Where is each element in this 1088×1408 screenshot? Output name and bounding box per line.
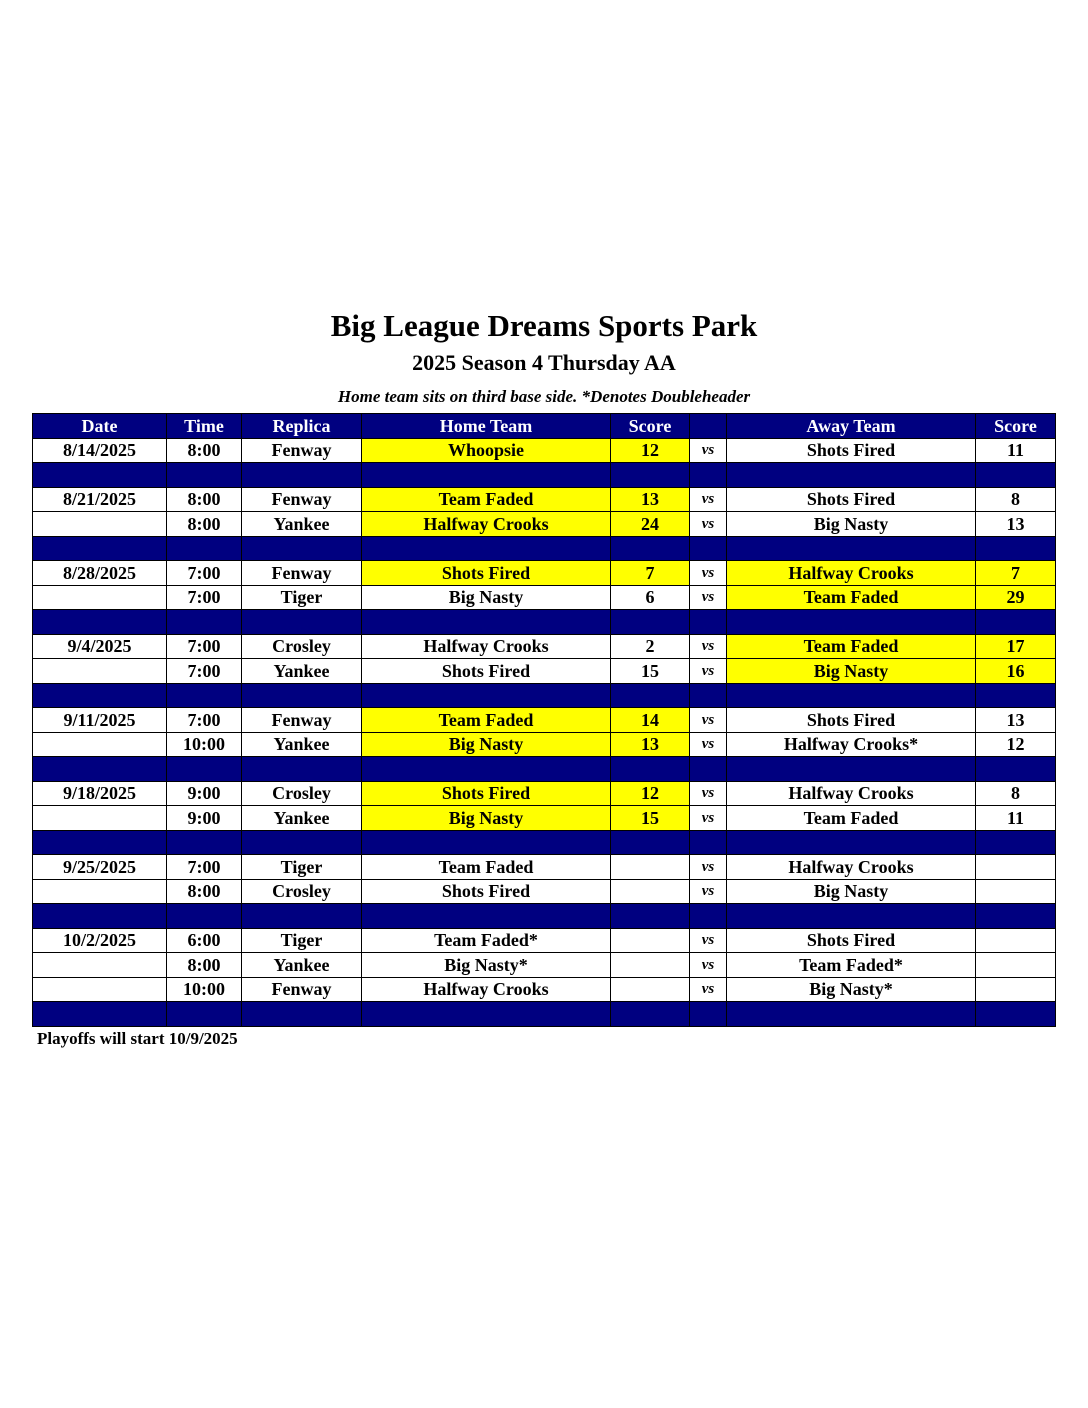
game-row (33, 977, 1056, 1002)
game-row (33, 708, 1056, 733)
vs-cell: vs (690, 977, 727, 1002)
away-score-cell: 13 (976, 708, 1056, 733)
spacer-row (33, 683, 1056, 708)
spacer-cell (242, 463, 362, 488)
away-score-cell (976, 879, 1056, 904)
col-header-time: Time (167, 414, 242, 439)
spacer-cell (727, 1002, 976, 1027)
spacer-row (33, 536, 1056, 561)
spacer-cell (33, 830, 167, 855)
game-row (33, 781, 1056, 806)
spacer-cell (976, 904, 1056, 929)
spacer-cell (362, 830, 611, 855)
spacer-cell (33, 683, 167, 708)
time-cell: 6:00 (167, 928, 242, 953)
replica-cell: Fenway (242, 977, 362, 1002)
spacer-cell (167, 904, 242, 929)
vs-cell: vs (690, 806, 727, 831)
col-header-replica: Replica (242, 414, 362, 439)
away-score-cell: 11 (976, 438, 1056, 463)
away-team-cell: Shots Fired (727, 487, 976, 512)
away-score-cell (976, 953, 1056, 978)
replica-cell: Yankee (242, 732, 362, 757)
time-cell: 8:00 (167, 953, 242, 978)
spacer-cell (362, 463, 611, 488)
spacer-cell (167, 1002, 242, 1027)
vs-cell: vs (690, 512, 727, 537)
home-score-cell: 12 (611, 438, 690, 463)
date-cell (33, 953, 167, 978)
home-team-cell: Big Nasty* (362, 953, 611, 978)
spacer-cell (167, 757, 242, 782)
date-cell (33, 585, 167, 610)
col-header-away-score: Score (976, 414, 1056, 439)
spacer-cell (727, 683, 976, 708)
spacer-cell (362, 1002, 611, 1027)
spacer-cell (727, 536, 976, 561)
date-cell: 8/28/2025 (33, 561, 167, 586)
game-row (33, 855, 1056, 880)
replica-cell: Tiger (242, 928, 362, 953)
replica-cell: Crosley (242, 781, 362, 806)
away-score-cell: 7 (976, 561, 1056, 586)
home-score-cell: 13 (611, 487, 690, 512)
spacer-cell (167, 463, 242, 488)
vs-cell: vs (690, 585, 727, 610)
game-row (33, 953, 1056, 978)
away-score-cell: 16 (976, 659, 1056, 684)
away-team-cell: Team Faded (727, 806, 976, 831)
date-cell (33, 732, 167, 757)
spacer-cell (976, 1002, 1056, 1027)
replica-cell: Crosley (242, 879, 362, 904)
away-team-cell: Shots Fired (727, 438, 976, 463)
game-row (33, 732, 1056, 757)
game-row (33, 487, 1056, 512)
page-subtitle: 2025 Season 4 Thursday AA (412, 350, 676, 375)
spacer-cell (33, 463, 167, 488)
spacer-cell (242, 683, 362, 708)
home-team-cell: Shots Fired (362, 879, 611, 904)
spacer-cell (690, 830, 727, 855)
away-score-cell: 11 (976, 806, 1056, 831)
replica-cell: Yankee (242, 512, 362, 537)
home-score-cell: 7 (611, 561, 690, 586)
spacer-cell (690, 1002, 727, 1027)
spacer-row (33, 830, 1056, 855)
spacer-cell (242, 610, 362, 635)
away-team-cell: Big Nasty (727, 879, 976, 904)
away-team-cell: Halfway Crooks (727, 561, 976, 586)
away-team-cell: Team Faded (727, 634, 976, 659)
page-title: Big League Dreams Sports Park (330, 308, 758, 343)
replica-cell: Fenway (242, 708, 362, 733)
vs-cell: vs (690, 781, 727, 806)
game-row (33, 879, 1056, 904)
spacer-cell (167, 536, 242, 561)
date-cell: 8/21/2025 (33, 487, 167, 512)
away-team-cell: Halfway Crooks* (727, 732, 976, 757)
away-score-cell: 8 (976, 781, 1056, 806)
spacer-cell (690, 463, 727, 488)
date-cell (33, 879, 167, 904)
vs-cell: vs (690, 561, 727, 586)
spacer-cell (690, 536, 727, 561)
away-team-cell: Halfway Crooks (727, 781, 976, 806)
vs-cell: vs (690, 487, 727, 512)
away-team-cell: Team Faded* (727, 953, 976, 978)
date-cell: 9/25/2025 (33, 855, 167, 880)
col-header-date: Date (33, 414, 167, 439)
spacer-cell (690, 683, 727, 708)
spacer-cell (611, 463, 690, 488)
vs-cell: vs (690, 879, 727, 904)
home-team-cell: Team Faded* (362, 928, 611, 953)
col-header-vs (690, 414, 727, 439)
spacer-cell (611, 757, 690, 782)
date-cell (33, 659, 167, 684)
away-team-cell: Big Nasty (727, 659, 976, 684)
away-score-cell (976, 855, 1056, 880)
date-cell: 10/2/2025 (33, 928, 167, 953)
game-row (33, 928, 1056, 953)
away-score-cell: 8 (976, 487, 1056, 512)
spacer-cell (611, 904, 690, 929)
date-cell (33, 512, 167, 537)
date-cell (33, 806, 167, 831)
time-cell: 7:00 (167, 659, 242, 684)
vs-cell: vs (690, 659, 727, 684)
home-score-cell: 15 (611, 659, 690, 684)
spacer-cell (611, 536, 690, 561)
time-cell: 7:00 (167, 634, 242, 659)
spacer-cell (362, 757, 611, 782)
home-score-cell (611, 977, 690, 1002)
col-header-away-team: Away Team (727, 414, 976, 439)
game-row (33, 512, 1056, 537)
home-score-cell: 13 (611, 732, 690, 757)
away-score-cell: 12 (976, 732, 1056, 757)
replica-cell: Tiger (242, 855, 362, 880)
spacer-row (33, 463, 1056, 488)
date-cell: 8/14/2025 (33, 438, 167, 463)
spacer-row (33, 757, 1056, 782)
away-score-cell (976, 977, 1056, 1002)
home-score-cell (611, 879, 690, 904)
vs-cell: vs (690, 732, 727, 757)
home-score-cell: 14 (611, 708, 690, 733)
game-row (33, 585, 1056, 610)
date-cell: 9/11/2025 (33, 708, 167, 733)
home-team-cell: Halfway Crooks (362, 512, 611, 537)
playoffs-note: Playoffs will start 10/9/2025 (37, 1029, 238, 1048)
away-team-cell: Shots Fired (727, 708, 976, 733)
home-score-cell: 2 (611, 634, 690, 659)
spacer-cell (242, 1002, 362, 1027)
away-score-cell: 29 (976, 585, 1056, 610)
vs-cell: vs (690, 438, 727, 463)
game-row (33, 659, 1056, 684)
game-row (33, 634, 1056, 659)
home-team-cell: Team Faded (362, 855, 611, 880)
replica-cell: Fenway (242, 438, 362, 463)
away-team-cell: Shots Fired (727, 928, 976, 953)
spacer-cell (33, 904, 167, 929)
spacer-cell (690, 610, 727, 635)
spacer-cell (33, 536, 167, 561)
away-team-cell: Big Nasty* (727, 977, 976, 1002)
home-team-cell: Shots Fired (362, 781, 611, 806)
replica-cell: Fenway (242, 561, 362, 586)
home-team-cell: Big Nasty (362, 732, 611, 757)
spacer-cell (727, 463, 976, 488)
spacer-cell (33, 757, 167, 782)
spacer-cell (976, 830, 1056, 855)
spacer-row (33, 904, 1056, 929)
vs-cell: vs (690, 855, 727, 880)
time-cell: 7:00 (167, 708, 242, 733)
home-score-cell: 15 (611, 806, 690, 831)
home-team-cell: Big Nasty (362, 806, 611, 831)
time-cell: 10:00 (167, 977, 242, 1002)
spacer-cell (242, 904, 362, 929)
spacer-cell (362, 536, 611, 561)
spacer-cell (611, 610, 690, 635)
time-cell: 9:00 (167, 806, 242, 831)
vs-cell: vs (690, 928, 727, 953)
replica-cell: Yankee (242, 659, 362, 684)
col-header-home-team: Home Team (362, 414, 611, 439)
spacer-cell (167, 830, 242, 855)
date-cell (33, 977, 167, 1002)
away-team-cell: Halfway Crooks (727, 855, 976, 880)
home-score-cell: 6 (611, 585, 690, 610)
home-team-cell: Shots Fired (362, 561, 611, 586)
away-score-cell: 13 (976, 512, 1056, 537)
spacer-cell (727, 830, 976, 855)
home-team-cell: Big Nasty (362, 585, 611, 610)
time-cell: 7:00 (167, 855, 242, 880)
spacer-row (33, 610, 1056, 635)
spacer-cell (242, 830, 362, 855)
home-team-cell: Halfway Crooks (362, 634, 611, 659)
home-score-cell: 24 (611, 512, 690, 537)
date-cell: 9/4/2025 (33, 634, 167, 659)
time-cell: 7:00 (167, 585, 242, 610)
replica-cell: Yankee (242, 806, 362, 831)
spacer-cell (727, 610, 976, 635)
away-team-cell: Team Faded (727, 585, 976, 610)
home-score-cell: 12 (611, 781, 690, 806)
schedule-note: Home team sits on third base side. *Denotes Doubleheader (337, 387, 751, 406)
spacer-cell (611, 1002, 690, 1027)
vs-cell: vs (690, 634, 727, 659)
vs-cell: vs (690, 708, 727, 733)
spacer-cell (362, 683, 611, 708)
col-header-home-score: Score (611, 414, 690, 439)
spacer-cell (242, 757, 362, 782)
date-cell: 9/18/2025 (33, 781, 167, 806)
replica-cell: Tiger (242, 585, 362, 610)
spacer-cell (33, 1002, 167, 1027)
away-score-cell (976, 928, 1056, 953)
time-cell: 7:00 (167, 561, 242, 586)
time-cell: 8:00 (167, 879, 242, 904)
time-cell: 8:00 (167, 487, 242, 512)
home-team-cell: Shots Fired (362, 659, 611, 684)
home-team-cell: Halfway Crooks (362, 977, 611, 1002)
spacer-cell (167, 610, 242, 635)
spacer-cell (242, 536, 362, 561)
time-cell: 8:00 (167, 512, 242, 537)
replica-cell: Fenway (242, 487, 362, 512)
replica-cell: Yankee (242, 953, 362, 978)
away-team-cell: Big Nasty (727, 512, 976, 537)
replica-cell: Crosley (242, 634, 362, 659)
spacer-cell (976, 610, 1056, 635)
game-row (33, 806, 1056, 831)
spacer-cell (976, 536, 1056, 561)
home-score-cell (611, 855, 690, 880)
spacer-row (33, 1002, 1056, 1027)
time-cell: 8:00 (167, 438, 242, 463)
home-team-cell: Whoopsie (362, 438, 611, 463)
spacer-cell (727, 757, 976, 782)
time-cell: 9:00 (167, 781, 242, 806)
spacer-cell (976, 683, 1056, 708)
spacer-cell (611, 830, 690, 855)
header-row (33, 414, 1056, 439)
spacer-cell (167, 683, 242, 708)
spacer-cell (690, 904, 727, 929)
home-score-cell (611, 928, 690, 953)
spacer-cell (690, 757, 727, 782)
schedule-table (32, 413, 1056, 1027)
game-row (33, 561, 1056, 586)
spacer-cell (976, 463, 1056, 488)
spacer-cell (33, 610, 167, 635)
spacer-cell (727, 904, 976, 929)
spacer-cell (976, 757, 1056, 782)
time-cell: 10:00 (167, 732, 242, 757)
home-team-cell: Team Faded (362, 487, 611, 512)
home-team-cell: Team Faded (362, 708, 611, 733)
game-row (33, 438, 1056, 463)
vs-cell: vs (690, 953, 727, 978)
spacer-cell (362, 610, 611, 635)
home-score-cell (611, 953, 690, 978)
away-score-cell: 17 (976, 634, 1056, 659)
spacer-cell (362, 904, 611, 929)
spacer-cell (611, 683, 690, 708)
